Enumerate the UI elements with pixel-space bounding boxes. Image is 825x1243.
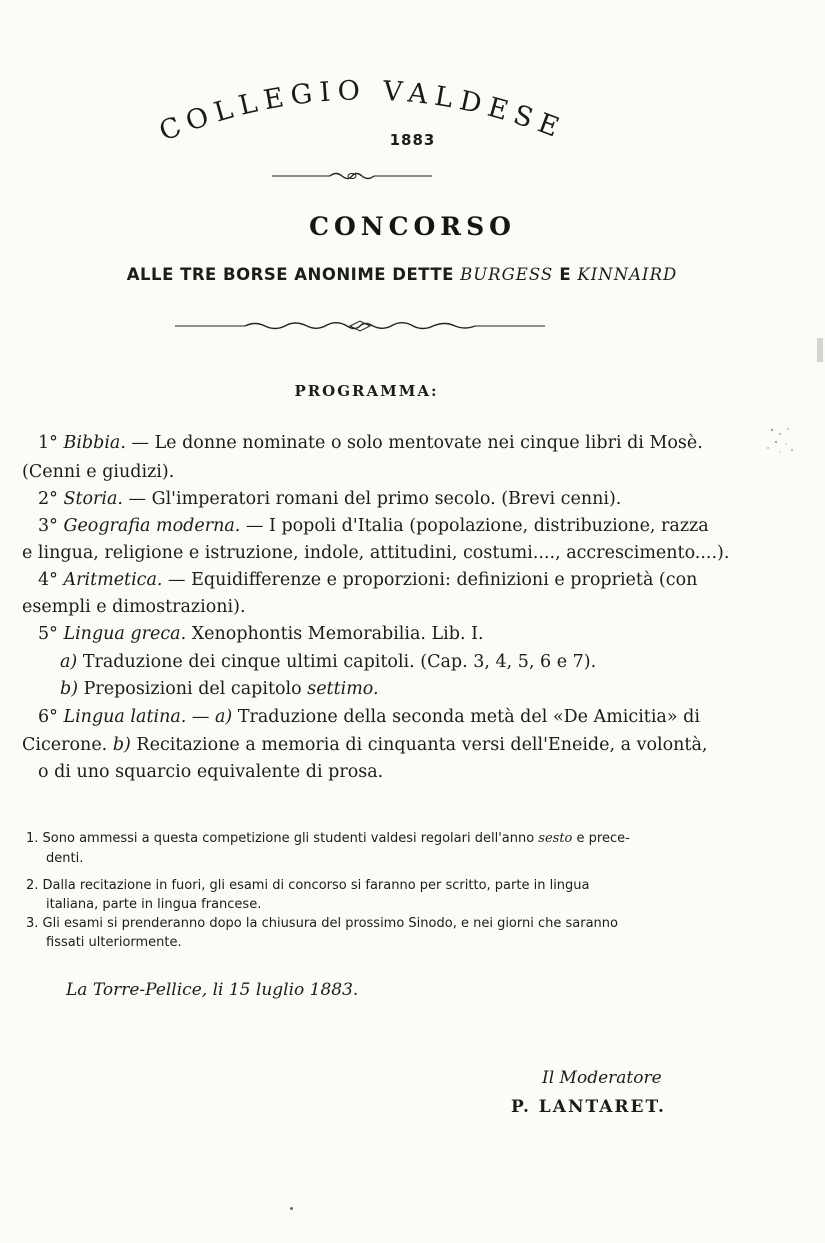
sub-text: Preposizioni del capitolo	[78, 679, 308, 699]
sub-letter: b)	[60, 679, 79, 699]
note-number: 1.	[26, 831, 39, 846]
item-number: 3°	[38, 516, 58, 536]
item-dash: —	[186, 707, 215, 727]
note-1-cont: denti.	[46, 851, 84, 866]
list-item-1	[38, 431, 703, 455]
list-item-2	[38, 487, 621, 511]
note-number: 2.	[26, 878, 39, 893]
list-item-5b	[60, 677, 379, 701]
note-text: e prece-	[572, 831, 630, 846]
sub-letter: a)	[215, 707, 233, 727]
item-text: — Equidifferenze e proporzioni: definizioni e proprietà (con	[162, 570, 698, 590]
note-number: 3.	[26, 916, 39, 931]
item-number: 4°	[38, 570, 58, 590]
heading-concorso: CONCORSO	[309, 212, 516, 241]
place-date: La Torre-Pellice, li 15 luglio 1883.	[66, 980, 359, 1000]
sub-letter: a)	[60, 652, 78, 672]
note-emphasis: sesto	[538, 831, 573, 846]
subtitle-name-2: KINNAIRD	[577, 265, 678, 284]
note-2-cont: italiana, parte in lingua francese.	[46, 897, 262, 912]
list-item-4	[38, 568, 697, 592]
sub-text: Traduzione dei cinque ultimi capitoli. (Cap. 3, 4, 5, 6 e 7).	[77, 652, 597, 672]
subtitle-name-1: BURGESS	[460, 265, 554, 284]
item-subject: Storia.	[63, 489, 123, 509]
list-item-5a	[60, 650, 596, 674]
programma-heading: PROGRAMMA:	[294, 382, 439, 400]
year: 1883	[389, 131, 436, 149]
signatory-name: P. LANTARET.	[511, 1097, 666, 1117]
subtitle-prefix: ALLE TRE BORSE ANONIME DETTE	[126, 265, 454, 284]
note-text: Gli esami si prenderanno dopo la chiusura del prossimo Sinodo, e nei giorni che saranno	[42, 916, 618, 931]
signatory-role: Il Moderatore	[542, 1068, 662, 1088]
list-item-5	[38, 622, 484, 646]
scan-edge-mark	[817, 338, 823, 362]
item-text: Recitazione a memoria di cinquanta versi dell'Eneide, a volontà,	[130, 735, 708, 755]
item-text: Xenophontis Memorabilia. Lib. I.	[186, 624, 484, 644]
item-text: Traduzione della seconda metà del «De Amicitia» di	[232, 707, 700, 727]
note-3-cont: fissati ulteriormente.	[46, 935, 182, 950]
page-title: COLLEGIO VALDESE	[155, 75, 570, 148]
list-item-3	[38, 514, 709, 538]
scan-blemish	[760, 420, 800, 460]
subtitle	[52, 265, 752, 284]
scan-dot	[290, 1207, 293, 1210]
list-item-6-cont	[22, 733, 707, 757]
note-text: Sono ammessi a questa competizione gli studenti valdesi regolari dell'anno	[42, 831, 539, 846]
list-item-1-cont: (Cenni e giudizi).	[22, 462, 175, 482]
item-subject: Bibbia.	[63, 433, 126, 453]
list-item-4-cont: esempli e dimostrazioni).	[22, 597, 246, 617]
ornament-divider-large	[175, 318, 545, 334]
item-subject: Lingua greca.	[63, 624, 187, 644]
item-number: 5°	[38, 624, 58, 644]
list-item-6-cont2: o di uno squarcio equivalente di prosa.	[38, 762, 384, 782]
item-number: 2°	[38, 489, 58, 509]
item-text: — Le donne nominate o solo mentovate nei cinque libri di Mosè.	[125, 433, 703, 453]
sub-emphasis: settimo.	[307, 679, 379, 699]
note-3	[26, 915, 618, 933]
list-item-3-cont: e lingua, religione e istruzione, indole, attitudini, costumi...., accrescimento....).	[22, 543, 730, 563]
item-text: — Gl'imperatori romani del primo secolo. (Brevi cenni).	[122, 489, 622, 509]
note-1	[26, 830, 630, 848]
list-item-6	[38, 705, 700, 729]
note-text: Dalla recitazione in fuori, gli esami di concorso si faranno per scritto, parte in lingua	[42, 878, 590, 893]
item-text: Cicerone.	[22, 735, 113, 755]
item-subject: Lingua latina.	[63, 707, 187, 727]
ornament-divider-small	[272, 170, 432, 182]
sub-letter: b)	[112, 735, 131, 755]
item-subject: Aritmetica.	[63, 570, 163, 590]
item-number: 1°	[38, 433, 58, 453]
subtitle-conj: E	[559, 265, 572, 284]
item-number: 6°	[38, 707, 58, 727]
item-subject: Geografia moderna.	[63, 516, 241, 536]
note-2	[26, 877, 590, 895]
item-text: — I popoli d'Italia (popolazione, distribuzione, razza	[240, 516, 709, 536]
